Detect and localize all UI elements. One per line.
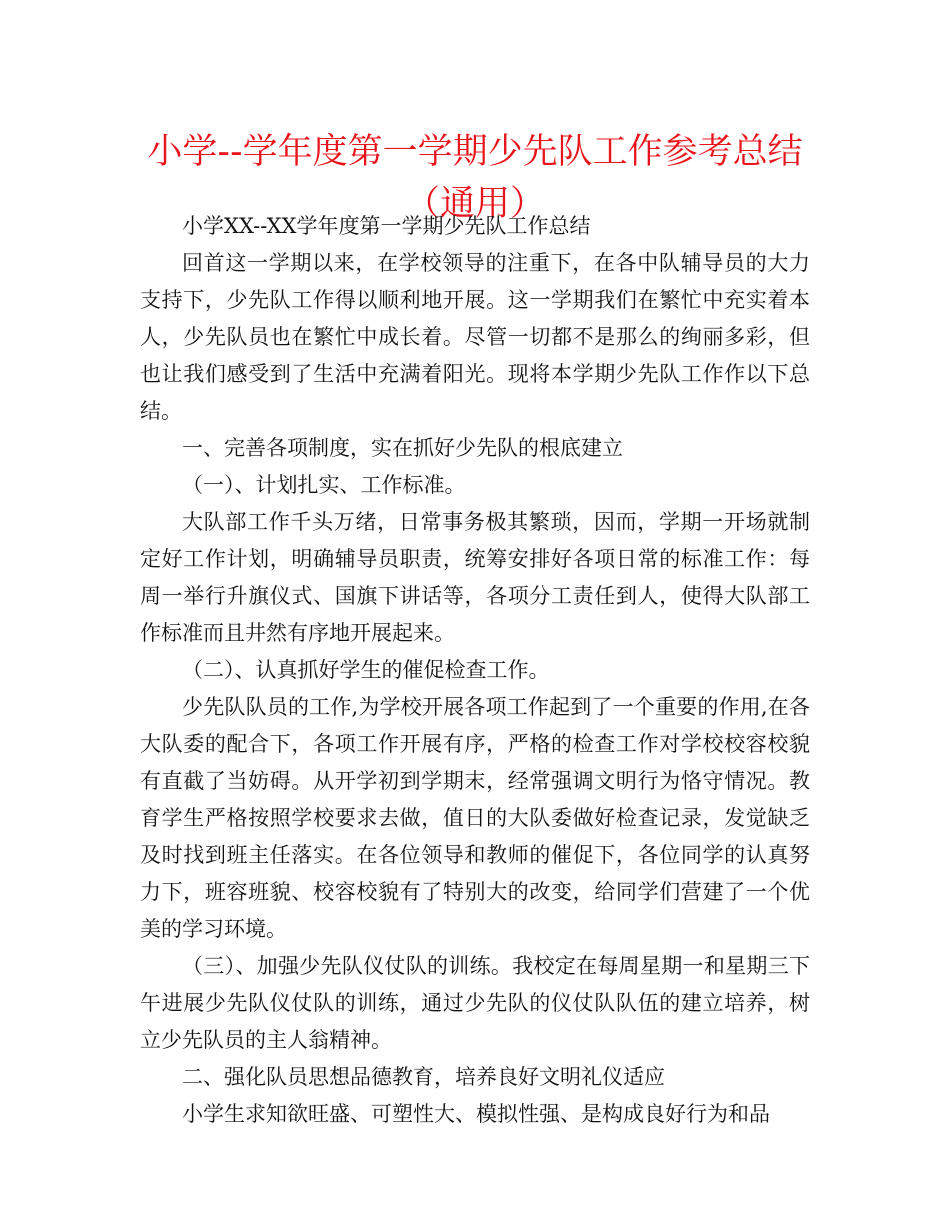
document-body xyxy=(140,208,810,1133)
paragraph-inspection: 少先队队员的工作,为学校开展各项工作起到了一个重要的作用,在各大队委的配合下，各项工作开展有序，严格的检查工作对学校校容校貌有直截了当妨碍。从开学初到学期末，经常强调文明行为恪守情况。教育学生严格按照学校要求去做，值日的大队委做好检查记录，发觉缺乏及时找到班主任落实。在各位领导和教师的催促下，各位同学的认真努力下，班容班貌、校容校貌有了特别大的改变，给同学们营建了一个优美的学习环境。 xyxy=(140,695,810,941)
paragraph-intro: 回首这一学期以来，在学校领导的注重下，在各中队辅导员的大力支持下，少先队工作得以顺利地开展。这一学期我们在繁忙中充实着本人，少先队员也在繁忙中成长着。尽管一切都不是那么的绚丽多彩，但也让我们感受到了生活中充满着阳光。现将本学期少先队工作作以下总结。 xyxy=(140,251,810,423)
paragraph-plan: 大队部工作千头万绪，日常事务极其繁琐，因而，学期一开场就制定好工作计划，明确辅导员职责，统筹安排好各项日常的标准工作：每周一举行升旗仪式、国旗下讲话等，各项分工责任到人，使得大队部工作标准而且井然有序地开展起来。 xyxy=(140,510,810,645)
paragraph-subtitle: 小学XX--XX学年度第一学期少先队工作总结 xyxy=(182,214,591,238)
document-title: 小学--学年度第一学期少先队工作参考总结（通用） xyxy=(147,132,803,224)
heading-section-1: 一、完善各项制度，实在抓好少先队的根底建立 xyxy=(182,436,623,460)
heading-section-2: 二、强化队员思想品德教育，培养良好文明礼仪适应 xyxy=(182,1065,665,1089)
paragraph-moral-education: 小学生求知欲旺盛、可塑性大、模拟性强、是构成良好行为和品 xyxy=(182,1102,770,1126)
heading-subsection-1: （一）、计划扎实、工作标准。 xyxy=(182,473,466,497)
heading-subsection-2: （二）、认真抓好学生的催促检查工作。 xyxy=(182,658,550,682)
paragraph-honor-guard: （三）、加强少先队仪仗队的训练。我校定在每周星期一和星期三下午进展少先队仪仗队的训练，通过少先队的仪仗队队伍的建立培养，树立少先队员的主人翁精神。 xyxy=(140,954,810,1052)
